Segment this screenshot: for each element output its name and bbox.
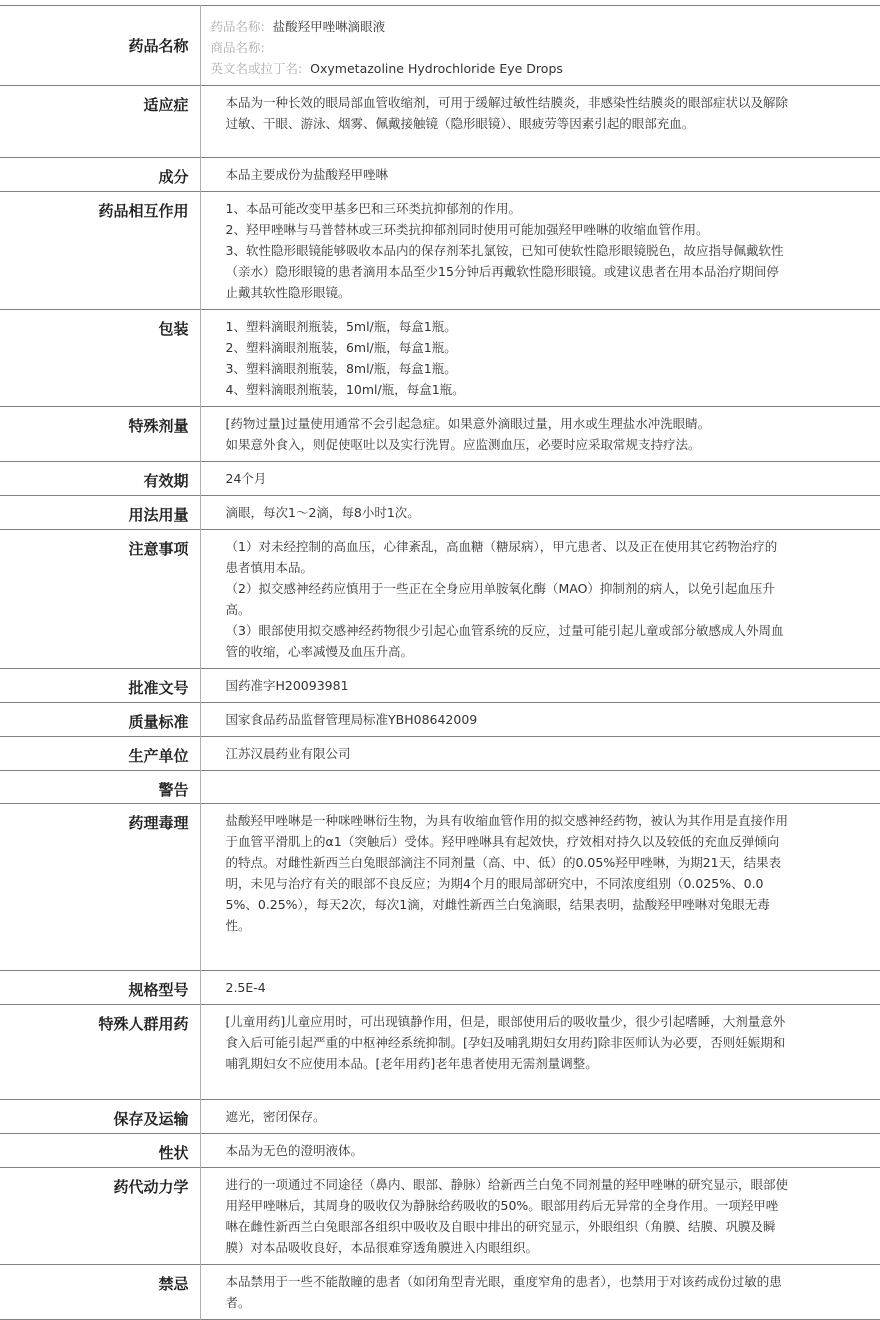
content-line: 1、本品可能改变甲基多巴和三环类抗抑郁剂的作用。 — [225, 201, 521, 216]
row-content — [200, 86, 880, 158]
info-row — [0, 158, 880, 192]
info-row — [0, 1134, 880, 1168]
row-content — [200, 1134, 880, 1168]
content-line: 进行的一项通过不同途径（鼻内、眼部、静脉）给新西兰白兔不同剂量的羟甲唑啉的研究显示，眼部使用羟甲唑啉后，其周身的吸收仅为静脉给药吸收的50%。眼部用药后无异常的全身作用。一项羟甲唑啉在雌性新西兰白兔眼部各组织中吸收及自眼中排出的研究显示，外眼组织（角膜、结膜、巩膜及瞬膜）对本品吸收良好，本品很难穿透角膜进入内眼组织。 — [225, 1177, 789, 1255]
row-content — [200, 1265, 880, 1320]
row-label: 保存及运输 — [0, 1100, 200, 1134]
row-content — [200, 737, 880, 771]
row-content — [200, 804, 880, 971]
info-row — [0, 669, 880, 703]
content-line: （2）拟交感神经药应慎用于一些正在全身应用单胺氧化酶（MAO）抑制剂的病人，以免引起血压升高。 — [225, 581, 775, 617]
content-line: 2、塑料滴眼剂瓶装，6ml/瓶，每盒1瓶。 — [225, 340, 457, 355]
row-content — [200, 1100, 880, 1134]
content-line: 3、塑料滴眼剂瓶装，8ml/瓶，每盒1瓶。 — [225, 361, 457, 376]
info-row — [0, 804, 880, 971]
row-label: 药品相互作用 — [0, 192, 200, 310]
content-line: [儿童用药]儿童应用时，可出现镇静作用，但是，眼部使用后的吸收量少，很少引起嗜睡，大剂量意外食入后可能引起严重的中枢神经系统抑制。[孕妇及哺乳期妇女用药]除非医师认为必要，否则妊娠期和哺乳期妇女不应使用本品。[老年用药]老年患者使用无需剂量调整。 — [225, 1014, 786, 1071]
row-label: 包装 — [0, 310, 200, 407]
content-line: 滴眼，每次1～2滴，每8小时1次。 — [225, 505, 420, 520]
row-content — [200, 6, 880, 86]
trade-name-label: 商品名称: — [210, 40, 265, 55]
generic-name-value: 盐酸羟甲唑啉滴眼液 — [272, 19, 386, 34]
row-label: 有效期 — [0, 462, 200, 496]
info-row — [0, 407, 880, 462]
content-line: 如果意外食入，则促使呕吐以及实行洗胃。应监测血压，必要时应采取常规支持疗法。 — [225, 437, 701, 452]
row-label: 药品名称 — [0, 6, 200, 86]
content-line: 遮光，密闭保存。 — [225, 1109, 326, 1124]
info-row — [0, 771, 880, 804]
row-content — [200, 669, 880, 703]
content-line: 本品为无色的澄明液体。 — [225, 1143, 364, 1158]
row-label: 警告 — [0, 771, 200, 804]
content-line: 江苏汉晨药业有限公司 — [225, 746, 351, 761]
content-line: 24个月 — [225, 471, 267, 486]
row-label: 药代动力学 — [0, 1168, 200, 1265]
content-line: 国家食品药品监督管理局标准YBH08642009 — [225, 712, 478, 727]
info-row — [0, 1005, 880, 1100]
content-line: 3、软性隐形眼镜能够吸收本品内的保存剂苯扎氯铵，已知可使软性隐形眼镜脱色，故应指导佩戴软性（亲水）隐形眼镜的患者滴用本品至少15分钟后再戴软性隐形眼镜。或建议患者在用本品治疗期间停止戴其软性隐形眼镜。 — [225, 243, 784, 300]
row-label: 用法用量 — [0, 496, 200, 530]
row-content — [200, 971, 880, 1005]
row-content — [200, 192, 880, 310]
row-content — [200, 1168, 880, 1265]
row-label: 质量标准 — [0, 703, 200, 737]
row-label: 生产单位 — [0, 737, 200, 771]
info-row — [0, 530, 880, 669]
content-line: 本品禁用于一些不能散瞳的患者（如闭角型青光眼，重度窄角的患者），也禁用于对该药成份过敏的患者。 — [225, 1274, 782, 1310]
row-content — [200, 407, 880, 462]
english-name-label: 英文名或拉丁名: — [210, 61, 303, 76]
row-label: 性状 — [0, 1134, 200, 1168]
info-row — [0, 462, 880, 496]
content-line: 本品为一种长效的眼局部血管收缩剂，可用于缓解过敏性结膜炎，非感染性结膜炎的眼部症状以及解除过敏、干眼、游泳、烟雾、佩戴接触镜（隐形眼镜）、眼疲劳等因素引起的眼部充血。 — [225, 95, 789, 131]
row-label: 批准文号 — [0, 669, 200, 703]
row-label: 禁忌 — [0, 1265, 200, 1320]
content-line: 盐酸羟甲唑啉是一种咪唑啉衍生物，为具有收缩血管作用的拟交感神经药物，被认为其作用是直接作用于血管平滑肌上的α1（突触后）受体。羟甲唑啉具有起效快，疗效相对持久以及较低的充血反弹倾向的特点。对雌性新西兰白兔眼部滴注不同剂量（高、中、低）的0.05%羟甲唑啉，为期21天，结果表明，未见与治疗有关的眼部不良反应；为期4个月的眼局部研究中，不同浓度组别（0.025%、0.05%、0.25%），每天2次，每次1滴，对雌性新西兰白兔滴眼，结果表明，盐酸羟甲唑啉对兔眼无毒性。 — [225, 813, 789, 933]
row-label: 成分 — [0, 158, 200, 192]
row-content — [200, 158, 880, 192]
info-row — [0, 496, 880, 530]
info-row — [0, 971, 880, 1005]
row-content — [200, 310, 880, 407]
generic-name-label: 药品名称: — [210, 19, 265, 34]
row-label: 特殊人群用药 — [0, 1005, 200, 1100]
info-row — [0, 1265, 880, 1320]
content-line: 国药准字H20093981 — [225, 678, 349, 693]
row-content — [200, 462, 880, 496]
row-label: 适应症 — [0, 86, 200, 158]
row-label: 特殊剂量 — [0, 407, 200, 462]
content-line: [药物过量]过量使用通常不会引起急症。如果意外滴眼过量，用水或生理盐水冲洗眼睛。 — [225, 416, 711, 431]
row-content — [200, 703, 880, 737]
content-line: 2、羟甲唑啉与马普替林或三环类抗抑郁剂同时使用可能加强羟甲唑啉的收缩血管作用。 — [225, 222, 709, 237]
info-row — [0, 1100, 880, 1134]
content-line: 4、塑料滴眼剂瓶装，10ml/瓶，每盒1瓶。 — [225, 382, 465, 397]
info-row — [0, 192, 880, 310]
content-line: （1）对未经控制的高血压，心律紊乱，高血糖（糖尿病），甲亢患者、以及正在使用其它药物治疗的患者慎用本品。 — [225, 539, 778, 575]
info-row — [0, 703, 880, 737]
info-row — [0, 310, 880, 407]
content-line: （3）眼部使用拟交感神经药物很少引起心血管系统的反应，过量可能引起儿童或部分敏感成人外周血管的收缩，心率减慢及血压升高。 — [225, 623, 784, 659]
info-row — [0, 737, 880, 771]
drug-info-sheet — [0, 5, 880, 1320]
row-content — [200, 771, 880, 804]
row-label: 注意事项 — [0, 530, 200, 669]
content-line: 本品主要成份为盐酸羟甲唑啉 — [225, 167, 389, 182]
drug-info-table — [0, 5, 880, 1320]
info-row — [0, 1168, 880, 1265]
content-line: 2.5E-4 — [225, 980, 266, 995]
row-content — [200, 1005, 880, 1100]
row-content — [200, 496, 880, 530]
info-row — [0, 86, 880, 158]
row-drug-name — [0, 6, 880, 86]
row-label: 规格型号 — [0, 971, 200, 1005]
row-content — [200, 530, 880, 669]
english-name-value: Oxymetazoline Hydrochloride Eye Drops — [310, 61, 563, 76]
content-line: 1、塑料滴眼剂瓶装，5ml/瓶，每盒1瓶。 — [225, 319, 457, 334]
row-label: 药理毒理 — [0, 804, 200, 971]
